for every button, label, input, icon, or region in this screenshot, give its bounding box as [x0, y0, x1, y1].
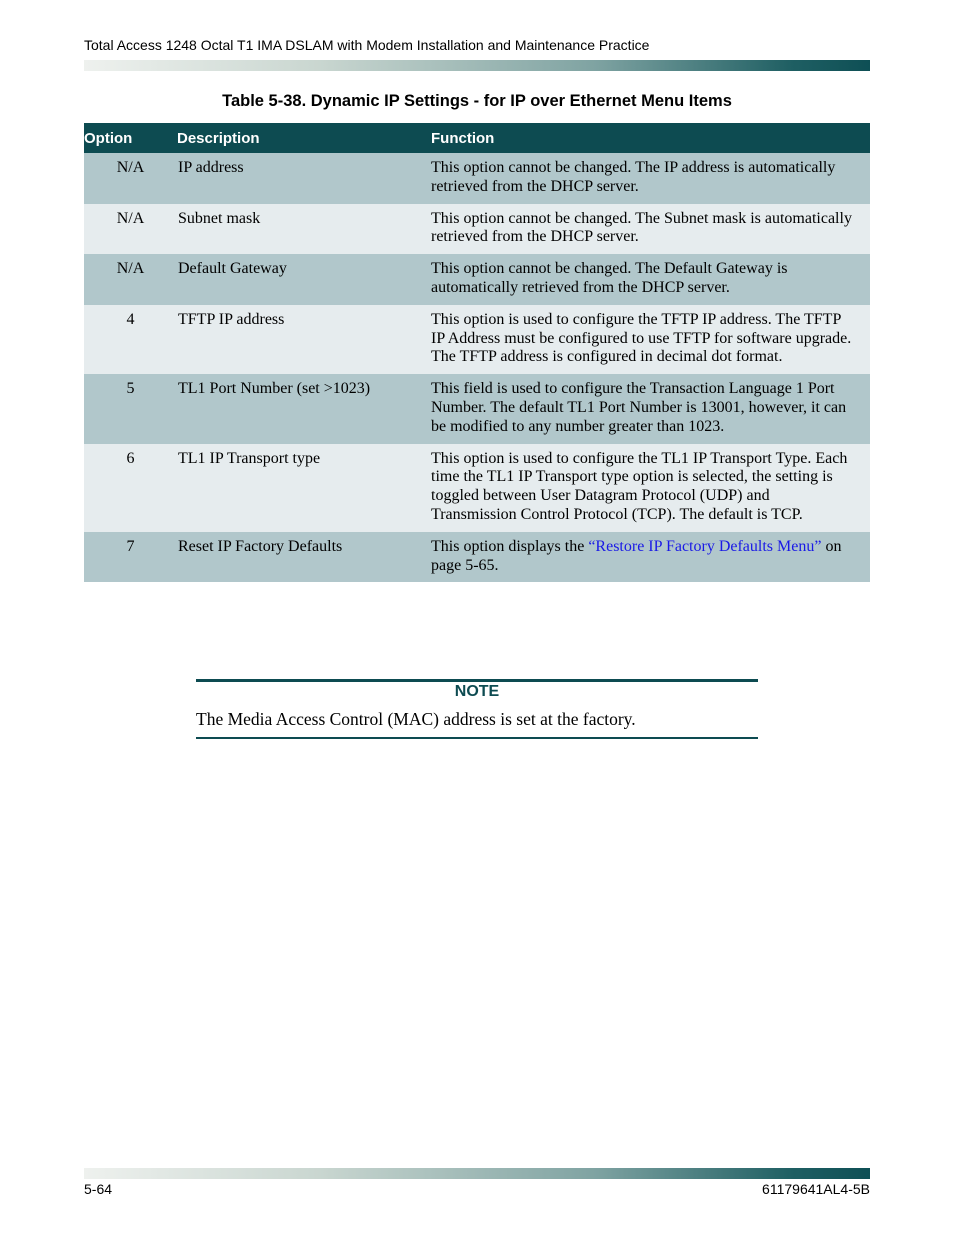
function-cell: This option cannot be changed. The Subnet mask is automatically retrieved from the DHCP server. — [431, 204, 870, 255]
page-number: 5-64 — [84, 1181, 113, 1197]
option-cell: 6 — [84, 444, 177, 532]
note-bottom-rule — [196, 737, 758, 739]
function-cell: This option is used to configure the TFTP IP address. The TFTP IP Address must be configured to use TFTP for software upgrade. The TFTP address is configured in decimal dot format. — [431, 305, 870, 374]
option-cell: N/A — [84, 254, 177, 305]
column-header-option: Option — [84, 123, 177, 153]
option-cell: N/A — [84, 153, 177, 204]
note-top-rule — [196, 679, 758, 682]
note-text: The Media Access Control (MAC) address is set at the factory. — [196, 709, 636, 729]
table-row — [84, 254, 870, 305]
column-header-function: Function — [431, 123, 870, 153]
note-heading: NOTE — [454, 683, 500, 700]
function-text-prefix: This option displays the — [431, 537, 589, 555]
footer-decorative-bar — [84, 1168, 870, 1179]
document-number: 61179641AL4-5B — [762, 1181, 870, 1197]
column-header-description: Description — [177, 123, 431, 153]
table-row — [84, 153, 870, 204]
function-cell: This option cannot be changed. The IP address is automatically retrieved from the DHCP server. — [431, 153, 870, 204]
header-decorative-bar — [84, 60, 870, 71]
function-cell — [431, 532, 870, 583]
running-header: Total Access 1248 Octal T1 IMA DSLAM with Modem Installation and Maintenance Practice — [84, 37, 650, 53]
option-cell: 4 — [84, 305, 177, 374]
description-cell: Reset IP Factory Defaults — [177, 532, 431, 583]
menu-items-table — [84, 123, 870, 582]
table-row — [84, 532, 870, 583]
restore-ip-factory-defaults-link[interactable]: “Restore IP Factory Defaults Menu” — [588, 537, 822, 555]
option-cell: N/A — [84, 204, 177, 255]
option-cell: 7 — [84, 532, 177, 583]
description-cell: TL1 IP Transport type — [177, 444, 431, 532]
table-row — [84, 305, 870, 374]
option-cell: 5 — [84, 374, 177, 443]
table-row — [84, 374, 870, 443]
description-cell: TL1 Port Number (set >1023) — [177, 374, 431, 443]
function-cell: This option is used to configure the TL1 IP Transport Type. Each time the TL1 IP Transport type option is selected, the setting is toggled between User Datagram Protocol (UDP) and Transmission Control Protocol (TCP). The default is TCP. — [431, 444, 870, 532]
description-cell: IP address — [177, 153, 431, 204]
table-header-row — [84, 123, 870, 153]
function-cell: This field is used to configure the Transaction Language 1 Port Number. The default TL1 Port Number is 13001, however, it can be modified to any number greater than 1023. — [431, 374, 870, 443]
description-cell: TFTP IP address — [177, 305, 431, 374]
table-row — [84, 204, 870, 255]
description-cell: Default Gateway — [177, 254, 431, 305]
table-row — [84, 444, 870, 532]
function-cell: This option cannot be changed. The Default Gateway is automatically retrieved from the DHCP server. — [431, 254, 870, 305]
description-cell: Subnet mask — [177, 204, 431, 255]
function-text-suffix: on page 5-65. — [431, 537, 842, 574]
table-caption: Table 5-38. Dynamic IP Settings - for IP over Ethernet Menu Items — [222, 92, 732, 110]
